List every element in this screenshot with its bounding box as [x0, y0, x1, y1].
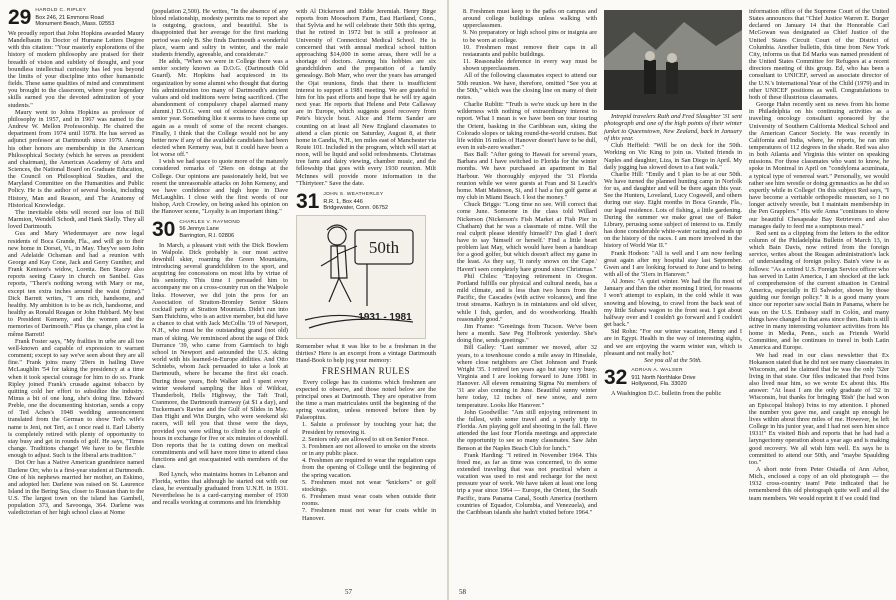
right-column-3 [749, 8, 889, 588]
rule-item: 9. No preparatory or high school pins or insignia are to be worn at college. [463, 29, 597, 44]
paragraph: Bill Galley: "Last summer we moved, after 32 years, to a townhouse condo a mile away in Hinsdale, where close neighbors are Chet Johnson and Frank Wright '35. I retired ten years ago but stay very busy. Virginia and I are looking forward to June 1981 in Hanover. All eleven remaining Sigma Nu members of '31 are also coming in June. Beautiful sunny winter here today, 12 inches of new snow, and zero temperature. Looks like Hanover." [457, 344, 597, 409]
paragraph: Red Lynch, who maintains homes in Lebanon and Florida, writes that although he started out with our class, he eventually graduated from U.N.H. in 1931. Nevertheless he is a card-carrying member of 1930 and recalls working at commons and his friendship [152, 470, 288, 507]
paragraph: I wish we had space to quote more of the maturely considered remarks of '29ers on doings at the College. Our opinions are passionately held, but we resent the unreasonable attacks on John Kemeny, and we have confidence and high hope in Dave McLaughlin. I close with the first words of our bishop, Arch Crowley, on being asked his opinion on the Hanover scene, "Loyalty is an important thing." [152, 158, 288, 216]
paragraph: Chuck Briggs: "Long time no see. Will correct that come June. Someone in the class told Willard Nickerson (Nickerson's Fish Market at Fish Pier in Chatham) that he was a classmate of mine. Will the real culprit please identify himself? I'm glad I don't have to say 'himself or herself.' Find a little heart problem last May, which would have been a handicap for a good golfer, but which doesn't affect my game in the least. As they say, 'It rarely snows on the Cape.' Haven't seen completely hare ground since Christmas." [457, 201, 597, 273]
left-column-2 [152, 8, 288, 588]
secretary-name: JOHN S. WEATHERLEY [323, 191, 384, 197]
class-number: 29 [8, 8, 32, 29]
class-secretary-address [631, 368, 695, 388]
right-column-2 [604, 8, 742, 588]
paragraph: John Goodwillie: "Am still enjoying retirement in the fullest, with some travel and a yearly trip to Florida. Am playing golf and shooting in the fall. Have attended the last four Florida meetings and appreciate the opportunity to see so many classmates. Saw Jahn Benson at the Naples Beach Club for lunch." [457, 408, 597, 452]
address-line: Box 246, 21 Emmons Road [35, 14, 104, 21]
paragraph: Sid Rohn: "For our winter vacation, Henny and I are in Egypt. Health in the way of interesting sights, and we are enjoying the warm winter sun, which is pleasant and not really hot." [604, 328, 742, 357]
rule-item: 7. Freshmen must not wear fur coats while in Hanover. [302, 507, 436, 522]
paragraph: In March, a pleasant visit with the Dick Bowlem in Walpole. Dick probably is our most active downhill skier, roaming the Green Mountains, introducing several grandchildren to the sport, and acquiring fee concessions on most lifts by virtue of his seniority. This time I persuaded him to accompany me on a cross-country run on the Walpole links. However, we did join the pros for an Association of Stratton-Bromley Senior Skiers cocktail party at Stratton Mountain. Didn't run into Sam Hutchins, who is an active member, but did have a chance to chat with Jack McCollis '19 of Newport, N.H., who must be the outstanding grand (not old) man of skiing. We reminisced about the saga of Dick Durrance '39, who came from Garmisch to high school in Newport and astounded the U.S. skiing world with his learned-in-Europe abilities. And Otto Schniebs, whom Jack persuaded to take a look at Dartmouth, where he became the first ski coach. During those years, Bob Walker and I spent every winter weekend sampling the likes of Wildcat, Thunderbolt, Hells Highway, the Taft Trail, Cranmore, the Dartmouth tramway (at $1 a day), and Tuckerman's Ravine and the Gulf of Slides in May. Dan Hight and Win Durgin, who were weekend ski racers, will tell you that those were the days, provided you were willing to climb for a couple of hours in exchange for five or six minutes of downhill. Don reports that he is cutting down on medical commitments and will have more time to attend class functions and get reacquainted with members of the class. [152, 241, 288, 471]
paragraph: Charlie Rublitt: "Truth is we're stuck up here in the wilderness with nothing of extraordinary interest to report. What I mean is we have been on tour touring the Orient, basking in the Caribbean sun, skiing the Colorado slopes or taking round-the-world cruises. But life within 16 miles of Hanover doesn't have to be dull, even in sub-zero weather." [457, 101, 597, 151]
rule-item: 3. Freshmen are not allowed to smoke on the streets or in any public place. [302, 442, 436, 458]
paragraph: Al Jones: "A quiet winter. We had the flu most of January and then the other morning I tried, for reasons I won't attempt to explain, in the cold while it was snowing and blowing, to crawl from the back seat of my little Subaru wagon to the front seat. I got about halfway over and I couldn't go forward and I couldn't get back." [604, 278, 742, 329]
rule-item: 4. Freshmen are required to wear the regulation caps from the opening of College until the beginning of the spring vacation. [302, 457, 436, 479]
secretary-name: HAROLD C. RIPLEY [35, 8, 87, 13]
address-line: Monument Beach, Mass. 02553 [35, 21, 115, 28]
paragraph: Dot Orr has a Native American grandniece named Darlene Orr, who is a first-year student at Dartmouth. One of his nephews married her mother, an Eskimo, and adopted her. Darlene was raised on St. Laurence Island in the Bering Sea, closer to Russian than to the U.S. The largest town on the island has Gambell, population 373, and Savoonga, 364. Darlene was valedictorian of her high school class at Nome [8, 459, 144, 517]
rule-item: 5. Freshmen must not wear "knickers" or golf stockings. [302, 478, 436, 493]
page-number: 57 [345, 588, 352, 596]
paragraph: Gus and Mary Wiedenmayer are now legal residents of Boca Grande, Fla., and will go to their new home in Dorset, Vt., in May. They've seen John and Adelaide Ochsman and had a reunion with George and Kay Cone, Jack and Gerry Gunther, and Frank Kenison's widow, Loretta. Ben Stacey also reports seeing Casey in church on Sanibel. Gus reports, "There's nothing wrong with Mary or me, except ten extra inches around the waist (mine)." Dick Barrett writes, "I am rich, handsome, and healthy. My ambition is to be as rich, handsome, and healthy as Ronald Reagan or John Hubbard. My best to President Kemeny, and the women and the memories of Dartmouth." Plus ça change, plus c'est la même Barrett! [8, 230, 144, 338]
paragraph: The inevitable obits will record our loss of Bill Marmion, Wendell Schodt, and Hank Skelly. They all loved Dartmouth. [8, 208, 144, 231]
class-header-29 [8, 8, 144, 28]
paragraph: information office of the Supreme Court of the United States announces that "Chief Justice Warren E. Burger declared on January 14 that the Honorable Carl McGowan was designated as Chief Justice of the United States Circuit Court of the District of Columbia. Another bulletin, this time from New York City, informs us that Ed Marks was named president of the United States Committee for Refugees at a recent directors meeting of this group. Ed, who has been a consultant to UNICEF, served as associate director of the U.N.'s International Year of the Child (1979) and in other UNICEF positions as well. Congratulations to both of these illustrious classmates. [749, 8, 889, 101]
rules-list [296, 421, 436, 521]
travel-photograph [604, 10, 742, 110]
secretary-name: CHARLES V. RAYMOND [179, 219, 241, 225]
paragraph: Phil Chiles: "Enjoying retirement in Oregon. Portland fulfills our physical and cultural needs, has a mild climate, and is less than two hours from the Pacific, the Cascades (with active volcanos), and fine trout streams. Kathryn is in miniatures and old silver, while I fish, garden, and do woodworking. Health reasonably good." [457, 272, 597, 323]
class-header-30 [152, 217, 288, 241]
cartoon-man-with-sign-icon [297, 216, 425, 338]
address-line: 56 Jennys Lane [179, 226, 219, 233]
rule-item: 10. Freshmen must remove their caps in all restaurants and public buildings. [463, 43, 597, 58]
paragraph: with Al Dickerson and Eddie Jeremiah. Henry Birge reports from Moosehorn Farm, East Hartland, Conn., that Sylvia and he will celebrate their 50th this spring, that he retired in 1972 but is still a professor at University of Connecticut Medical School. He is concerned that with annual medical school tuition approaching $14,000 in some areas, there will be a shortage of doctors. Among his hobbies are six grandchildren and the preparation of a family genealogy. Bob Marr, who over the years has arranged the Ojai reunions, finds that there is insufficient interest to support a 1981 meeting. We are grateful to him for his past efforts and hope that he will try again next year. He reports that Helene and Pete Callaway are in Europe, which suggests good recovery from Pete's bicycle bout. Alice and Herm Sander are counting on at least all New England classmates to attend a clan picnic on Saturday, August 8, at their home in Candia, N.H., ten miles east of Manchester via Route 101. Included in the program, which will start at noon, will be liquid and solid refreshments. Christmas tree farm and dairy viewing, chamber music, and the fellowship that goes with every 1930 reunion. Milt McInnes will provide more information in the "Thirtyteer." Save the date. [296, 8, 436, 187]
paragraph: Bax Ball: "After going to Hawaii for several years, Barbara and I have switched to Florida for the winter months. We have purchased an apartment in Bal Harbour. We thoroughly enjoyed the '31 Florida reunion while we were guests at Fran and Si Leach's home. Matt Matteson, Si, and I had a fun golf game at my club in Miami Beach. I lost the money." [457, 151, 597, 202]
address-line: Barrington, R.I. 02806 [179, 232, 235, 239]
section-title: FRESHMAN RULES [321, 366, 411, 377]
address-line: 911 North Northlake Drive [631, 374, 696, 381]
page-number: 58 [459, 588, 466, 596]
rule-item: 11. Reasonable deference in every way must be shown upperclassmen. [463, 58, 597, 73]
right-column-1 [457, 8, 597, 588]
class-secretary-address [179, 220, 240, 240]
paragraph: A Washington D.C. bulletin from the public [611, 390, 722, 398]
paragraph: George Hahn recently sent us news from his home in Philadelphia on his continuing activities as a traveling oncology consultant sponsored by the University of Southern California Medical School and the American Cancer Society. He was recently in California and India, where, he reports, he ran into temperatures of 112 degrees in the shade. Red was also in both Atlanta and Virginia this winter on speaking missions. For those classmates who want to know, he spoke in Montreal in April on "condyloma acuminata, a typical type of venereal wart." Personally, we would rather see him wrestle or doing gymnastics as he did so expertly while in College! On this subject Red says, "I have become a veritable orthopedic museum, so I no longer actively wrestle, but I maintain membership in the Pen Grapplers." His wife Anna "continues to show our beautiful Chesapeake Bay Retrievers and also manages daily to feed me a sumptuous meal." [749, 101, 889, 230]
paragraph: Maury went to Johns Hopkins as professor of philosophy in 1957, and in 1967 was named to the Andrew W. Mellon Professorship. He chaired the department from 1974 until 1978. He has served as adjunct professor at Dartmouth since 1979. Among his other honors are membership in the American Philosophical Society (which he serves as president and chairman), the American Academy of Arts and Sciences, the National Board on Graduate Education, the Council on Philosophical Studies, and the Maryland Committee on the Humanities and Public Policy. He is the author of several books, including History, Man and Reason, and The Anatomy of Historical Knowledge. [8, 108, 144, 209]
paragraph: Charlie Hill: "Emily and I plan to be at our 50th. We have turned the planned hunting camp in Norfolk for us, and daughter and will be there again this year. See the Hunters, Loveland, Lucy Cogswell, and others during our stay. Eight months in Boca Grande, Fla., our legal residence. Lots of fishing, a little gardening. During the summer we make great use of Baker Library, perusing some subject of interest to us. Emily has done considerable white-water racing and reads up on the history of the races. I am more involved in the history of World War II." [604, 170, 742, 250]
paragraph: Jim Frame: "Greetings from Tucson. We've been here a month. Saw Peg Holbrook yesterday. She's doing fine, sends greetings." [457, 322, 597, 345]
left-column-3 [296, 8, 436, 588]
signoff: See you all at the 50th. [644, 356, 702, 364]
rules-intro: Every college has its customs which freshmen are expected to observe, and those noted below are the principal ones at Dartmouth. They are operative from the time a man matriculates until the beginning of the spring vacation, unless removed before then by Palaeopitus. [296, 378, 436, 422]
paragraph: Club Heffield: "Will be on deck for the 50th. Working on Vic King to join us. Visited friends in Naples and daughter, Liza, in San Diego in April. My daily jogging has slowed down to a fast walk." [604, 142, 742, 171]
photo-image-icon [604, 10, 742, 110]
class-header-31 [296, 189, 436, 213]
class-secretary-address [323, 192, 388, 212]
rule-item: 8. Freshmen must keep to the paths on campus and around college buildings unless walking with upperclassmen. [463, 8, 597, 30]
address-line: Hollywood, Fla. 33020 [631, 381, 687, 388]
paragraph: Remember what it was like to be a freshman in the thirties? Here is an excerpt from a vintage Dartmouth Hand-Book to help jog your memory: [296, 342, 436, 365]
rules-list-continued [457, 8, 597, 72]
photo-caption: Intrepid travelers Ruth and Fred Slaughter '31 sent photograph and one of the high points of their winter junket to Queenstown, New Zealand, back in January of this year. [604, 113, 742, 142]
class-number: 30 [152, 217, 176, 241]
paragraph: Red sent us a clipping from the letters to the editor column of the Philadelphia Bulletin of March 13, in which Bain Davis, now retired from the foreign service, writes about the Reagan administration's lack of understanding of foreign policy. Bain's view is as follows: "As a retired U.S. Foreign Service officer who has served in Latin America, I am shocked at the lack of comprehension of the current situation in Central America, especially in El Salvador, shown by those guiding our foreign policy." It is a good many years since our reporter saw social Bain in Panama, where he was on the U.S. Embassy staff in Colón, and many things have changed in that area since then. Bain is still active in many interesting volunteer activities from his home in Media, Penn., such as Friends World Committee, and he continues to travel in both Latin America and Europe. [749, 229, 889, 352]
paragraph: (population 2,500). He writes, "In the absence of any blood relationship, modesty permits me to report she is outgoing, gracious, and beautiful. She is disappointed that her average for the first marking period was only B. She finds Dartmouth a wonderful place, warm and sultry in winter, and the male students friendly, agreeable, and considerate." [152, 8, 288, 58]
class-number: 32 [604, 366, 628, 390]
paragraph: He adds, "When we were in College there was a senior society known as D.O.G. (Dartmouth Old Guard). Mr. Hopkins had acquiesced in its organization by some alumni who thought that during his administration too many of Dartmouth's ancient values and old traditions were being sacrificed. (The abandonment of compulsory chapel alarmed many alumni.) D.O.G. went out of existence during our senior year. Something like it seems to have come up again as a result of some of the recent changes. Finally, I think that the College would not be any better now if any of the available candidates had been elected when Kemeny was, but it could have been a lot worse off." [152, 58, 288, 159]
rule-item: 2. Seniors only are allowed to sit on Senior Fence. [302, 435, 429, 443]
paragraph: All of the following classmates expect to attend our 50th reunion. We have, therefore, omitted "See you at the 50th," which was the closing line on many of their notes. [457, 72, 597, 101]
paragraph: A short note from Peter Osiadla of Ann Arbor, Mich., enclosed a copy of an old photograph — the 1932 cross-country team! Pete indicated that he remembered this old photograph quite well and all the team members. We would reprint it if we could find [749, 466, 889, 502]
right-page [449, 0, 896, 600]
class-header-32 [604, 368, 742, 388]
address-line: R.R. 1, Box 446 [323, 198, 363, 205]
sign-years: 1931 - 1981 [358, 311, 412, 323]
address-line: Bridgewater, Conn. 06752 [323, 205, 389, 212]
left-page [0, 0, 447, 600]
reunion-cartoon-illustration [296, 215, 426, 339]
class-secretary-address [35, 8, 114, 28]
paragraph: We had read in our class newsletter that Ex Hokanson stated that he did not see many classmates in Wisconsin, and he claimed that he was the only '32er living in that state. Our files indicated that Fred Ivins also lived near him, so we wrote Ex about this. His answer: "At least I am the only graduate of '32 in Wisconsin, but thanks for bringing 'Bish' (he had won an Episcopal bishop) Ivins to my attention. I phoned the number you gave me, and caught up enough he lives within about three miles of me. However, he left College in his junior year, and I had not seen him since 1931!" Ex visited Bish and reports that he had had a laryngectomy operation about a year ago and is making good recovery. We all wish him well. Ex says he is committed to attend our 50th, and "maybe Spaulding too." [749, 351, 889, 466]
class-number: 31 [296, 189, 320, 213]
paragraph: Frank Hodson: "All is well and I am now feeling great again after my hospital stay last September. Gwen and I are looking forward to June and to being with all of the '31ers in Hanover." [604, 249, 742, 278]
secretary-name: ADRIAN A. WALSER [631, 368, 683, 374]
paragraph: Frank Harding: "I retired in November 1964. This freed me, as far as time was concerned, to do some extended traveling that was not practical when a vacation was used to rest and recharge for the next pressure year of work. We have taken at least one long trip a year since 1964 — Europe, the Orient, the South Pacific, trans Panama Canal, South America (northern countries of Equador, Columbia, and Venezuela), and the Caribbean islands she hadn't visited before 1964." [457, 451, 597, 516]
sign-label: 50th [368, 237, 400, 257]
paragraph: We proudly report that John Hopkins awarded Maury Mandelbaum its Doctor of Humane Letters Degree with this citation: "Your masterly explorations of the history of modern philosophy are praised for their breadth of vision and subtlety of thought, and your boundless intellectual curiosity has led you beyond the limits of your discipline into other humanistic fields. These same qualities of mind and commitment you brought to the classroom, where your legendary skills earned you the devoted admiration of your students." [8, 30, 144, 109]
paragraph: Frank Foster says, "My frailties in urbe are all too well-known and capable of expression to warrant comment; except to say we've seen about they are all fine." Frank joins many '29ers in hailing Dave McLaughlin '54 for taking the presidency at a time when it took special courage for him to do so. Frank Ripley joined Frank's crusade against tobacco by quitting cold her effort to subsidize the industry. Minus a bit of one lung, she's doing fine. Edward Preble, one the documenting historian, sends a copy of Ted Aches's 1948 wedding announcement translated from the German to show Ted's wife's name is Jeni, not Teri, as I once read it. Earl Liberty is completely retired with plenty of opportunity to stay busy and get in rounds of golf. He says, "Times change. Traditions change! We have to be flexible enough to adjust. Such is the liberal arts tradition." [8, 337, 144, 460]
rule-item: 6. Freshmen must wear coats when outside their rooms. [302, 493, 436, 508]
rule-item: 1. Salute a professor by touching your hat; the President by removing it. [302, 421, 436, 436]
left-column-1 [8, 8, 144, 588]
